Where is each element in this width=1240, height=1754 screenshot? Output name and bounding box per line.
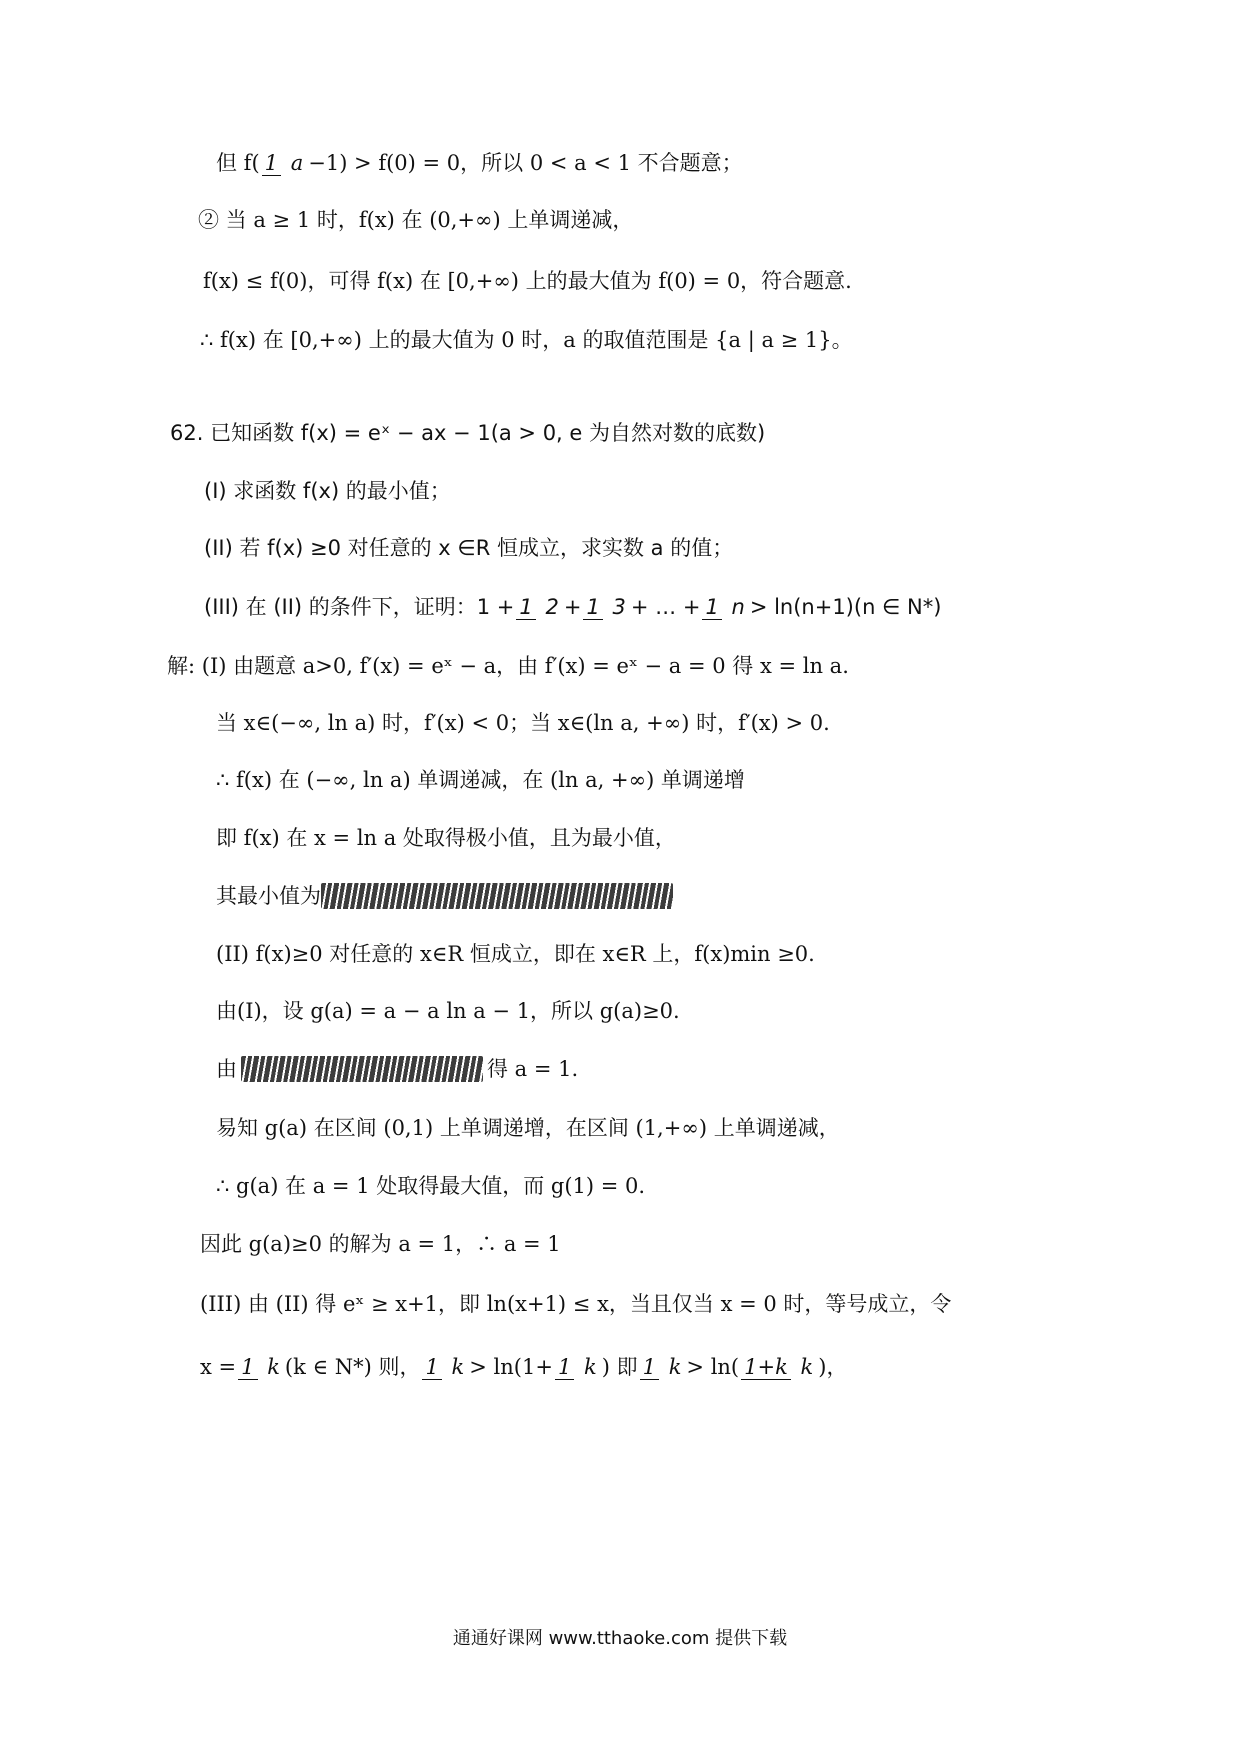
numerator: 1 xyxy=(583,595,602,620)
line-1 xyxy=(216,148,743,178)
text: + xyxy=(563,595,582,619)
numerator: 1 xyxy=(238,1355,257,1380)
line-3: f(x) ≤ f(0)，可得 f(x) 在 [0,+∞) 上的最大值为 f(0) = 0，符合题意. xyxy=(203,269,852,293)
solution-line-9: 易知 g(a) 在区间 (0,1) 上单调递增，在区间 (1,+∞) 上单调递减， xyxy=(216,1116,840,1140)
denominator: 2 xyxy=(545,594,559,619)
denominator: n xyxy=(731,594,745,619)
denominator: k xyxy=(584,1354,597,1379)
solution-line-6: (II) f(x)≥0 对任意的 x∈R 恒成立，即在 x∈R 上，f(x)min ≥0. xyxy=(216,942,815,966)
numerator: 1 xyxy=(262,151,281,176)
text: 由 xyxy=(216,1057,237,1081)
numerator: 1 xyxy=(702,595,721,620)
text: 其最小值为 xyxy=(216,884,321,908)
denominator: a xyxy=(290,150,304,175)
denominator: k xyxy=(451,1354,465,1379)
solution-line-8 xyxy=(216,1054,578,1084)
denominator: k xyxy=(800,1354,814,1379)
fraction xyxy=(583,595,628,620)
text: + … + xyxy=(630,595,701,619)
solution-line-7: 由(I)，设 g(a) = a − a ln a − 1，所以 g(a)≥0. xyxy=(216,999,680,1023)
text: > ln( xyxy=(686,1355,740,1379)
text: > ln(1+ xyxy=(469,1355,553,1379)
fraction xyxy=(422,1355,467,1380)
fraction xyxy=(741,1355,816,1380)
line-4: ∴ f(x) 在 [0,+∞) 上的最大值为 0 时，a 的取值范围是 {a | a ≥ 1}。 xyxy=(200,328,853,352)
numerator: 1 xyxy=(640,1355,659,1380)
solution-line-12: (III) 由 (II) 得 eˣ ≥ x+1，即 ln(x+1) ≤ x，当且仅当 x = 0 时，等号成立，令 xyxy=(200,1292,952,1316)
numerator: 1 xyxy=(555,1355,574,1380)
denominator: k xyxy=(267,1354,280,1379)
numerator: 1 xyxy=(516,595,535,620)
text: (III) 在 (II) 的条件下，证明：1 + xyxy=(204,595,515,619)
problem-62-stem: 62. 已知函数 f(x) = eˣ − ax − 1(a > 0, e 为自然对数的底数) xyxy=(170,421,766,445)
text: )， xyxy=(818,1355,848,1379)
solution-line-1: 解: (I) 由题意 a>0, f′(x) = eˣ − a，由 f′(x) = eˣ − a = 0 得 x = ln a. xyxy=(167,654,849,678)
fraction xyxy=(516,595,561,620)
denominator: 3 xyxy=(612,594,626,619)
numerator: 1 xyxy=(422,1355,441,1380)
solution-line-11: 因此 g(a)≥0 的解为 a = 1，∴ a = 1 xyxy=(200,1232,561,1256)
denominator: k xyxy=(668,1354,682,1379)
line-2: ② 当 a ≥ 1 时，f(x) 在 (0,+∞) 上单调递减， xyxy=(198,208,634,232)
question-3 xyxy=(204,592,941,622)
solution-line-5 xyxy=(216,881,673,911)
text: x = xyxy=(200,1355,237,1379)
text: 得 a = 1. xyxy=(487,1057,579,1081)
garbled-formula xyxy=(241,1056,483,1082)
garbled-formula xyxy=(321,883,673,909)
fraction xyxy=(238,1355,283,1380)
text: > ln(n+1)(n ∈ N*) xyxy=(749,595,942,619)
fraction xyxy=(702,595,747,620)
page-footer: 通通好课网 www.tthaoke.com 提供下载 xyxy=(452,1628,788,1649)
numerator: 1+k xyxy=(741,1355,791,1380)
question-1: (I) 求函数 f(x) 的最小值； xyxy=(204,479,451,503)
fraction xyxy=(640,1355,685,1380)
solution-line-2: 当 x∈(−∞, ln a) 时，f′(x) < 0；当 x∈(ln a, +∞) 时，f′(x) > 0. xyxy=(216,711,830,735)
text: (k ∈ N*) 则， xyxy=(284,1355,421,1379)
text: −1) > f(0) = 0，所以 0 < a < 1 不合题意； xyxy=(308,151,743,175)
question-2: (II) 若 f(x) ≥0 对任意的 x ∈R 恒成立，求实数 a 的值； xyxy=(204,536,734,560)
solution-line-4: 即 f(x) 在 x = ln a 处取得极小值，且为最小值， xyxy=(216,826,676,850)
solution-line-10: ∴ g(a) 在 a = 1 处取得最大值，而 g(1) = 0. xyxy=(216,1174,646,1198)
fraction xyxy=(262,151,307,176)
solution-line-3: ∴ f(x) 在 (−∞, ln a) 单调递减，在 (ln a, +∞) 单调递增 xyxy=(216,768,745,792)
fraction xyxy=(555,1355,600,1380)
text: 但 f( xyxy=(216,151,260,175)
solution-line-13 xyxy=(200,1352,847,1382)
text: ) 即 xyxy=(601,1355,638,1379)
